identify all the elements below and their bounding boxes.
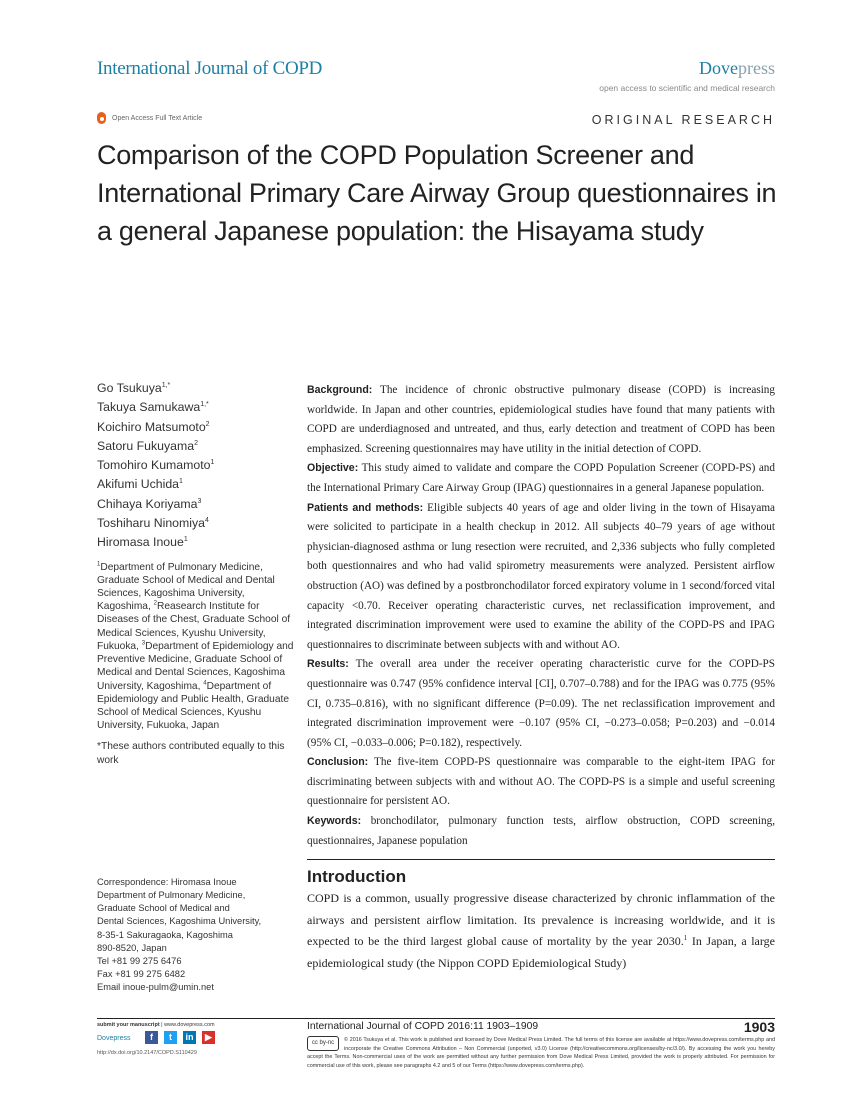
left-column: [97, 379, 297, 994]
publisher-tagline: open access to scientific and medical research: [599, 83, 775, 93]
author: [97, 437, 297, 456]
author-name: Tomohiro Kumamoto: [97, 458, 211, 473]
author-affiliation-mark: 3: [197, 497, 202, 505]
abstract-section: [307, 753, 775, 812]
footer-citation: International Journal of COPD 2016:11 1903–1909: [307, 1021, 539, 1032]
publisher-logo: [699, 58, 775, 79]
footer-divider: [97, 1018, 775, 1019]
abstract-section: [307, 812, 775, 851]
correspondence-line: 890-8520, Japan: [97, 942, 167, 953]
linkedin-icon[interactable]: in: [183, 1031, 196, 1044]
publisher-logo-press: press: [738, 58, 775, 78]
right-column: [307, 381, 775, 975]
license-block: [307, 1036, 775, 1070]
equal-contribution-note: *These authors contributed equally to this work: [97, 741, 285, 766]
correspondence-line: Department of Pulmonary Medicine,: [97, 890, 246, 901]
author-affiliation-mark: 1: [179, 478, 183, 486]
author: [97, 456, 297, 475]
abstract-text: The incidence of chronic obstructive pulmonary disease (COPD) is increasing worldwide. In Japan and other countries, epidemiological studies have found that many patients with COPD are underdiagnosed and untreated, and thus, early detection and treatment of COPD has been emphasized. Screening questionnaires may have utility in the initial detection of COPD.: [307, 384, 775, 455]
author-name: Koichiro Matsumoto: [97, 419, 206, 434]
open-access-label: Open Access Full Text Article: [112, 114, 203, 122]
affiliation-mark: 3: [141, 640, 146, 647]
open-access-badge: [97, 112, 202, 124]
author: [97, 514, 297, 533]
author-affiliation-mark: 1: [183, 536, 188, 544]
intro-paragraph: COPD is a common, usually progressive disease characterized by chronic inflammation of the airways and persistent airflow limitation. Its prevalence is increasing worldwide, and it is expected to be the third largest global cause of mortality by the year 2030.: [307, 891, 775, 949]
correspondence-line: Dental Sciences, Kagoshima University,: [97, 916, 262, 927]
affiliation-mark: 4: [203, 680, 207, 687]
author-name: Toshiharu Ninomiya: [97, 516, 205, 531]
author-name: Chihaya Koriyama: [97, 496, 198, 511]
affiliation-mark: 1: [97, 561, 101, 568]
abstract-label: Patients and methods:: [307, 501, 424, 514]
author-name: Hiromasa Inoue: [97, 535, 184, 550]
abstract: [307, 381, 775, 851]
reference-1[interactable]: 1: [683, 934, 688, 943]
affiliation-text: Department of Pulmonary Medicine, Graduate School of Medical and Dental Sciences, Kagoshima University, Kagoshima,: [97, 561, 275, 613]
abstract-label: Objective:: [307, 462, 359, 475]
correspondence-line: Email inoue-pulm@umin.net: [97, 981, 214, 992]
abstract-text: Eligible subjects 40 years of age and older living in the town of Hisayama were solicited to participate in a health checkup in 2012. All subjects 40–79 years of age without physician-diagnosed asthma or lung resection were recruited, and 2,336 subjects who fully completed both questionnaires and who had valid spirometry measurements were analyzed. Persistent airflow obstruction (AO) was defined by a postbronchodilator forced expiratory volume in 1 second/forced vital capacity <0.70. Receiver operating characteristic curves, net reclassification improvement, and integrated discrimination improvement were used to examine the ability of the COPD-PS and IPAG questionnaires to discriminate between subjects with and without AO.: [307, 501, 775, 651]
abstract-section: [307, 655, 775, 753]
author-list: [97, 379, 297, 553]
facebook-icon[interactable]: f: [145, 1031, 158, 1044]
affiliation-text: Department of Epidemiology and Preventive Medicine, Graduate School of Medical and Dental Sciences, Kagoshima University, Kagoshima,: [97, 640, 294, 692]
abstract-text: The overall area under the receiver operating characteristic curve for the COPD-PS questionnaire was 0.747 (95% confidence interval [CI], 0.707–0.788) and for the IPAG was 0.775 (95% CI, 0.735–0.816), with no significant difference (P=0.09). The net reclassification improvement and integrated discrimination improvement were −0.107 (95% CI, −0.273–0.058; P=0.203) and −0.014 (95% CI, −0.033–0.006; P=0.182), respectively.: [307, 658, 775, 749]
abstract-section: [307, 499, 775, 656]
intro-paragraph-cont: In Japan, a large epidemiological study (the Nippon COPD Epidemiological Study): [307, 934, 775, 971]
doi-link[interactable]: http://dx.doi.org/10.2147/COPD.S110429: [97, 1050, 197, 1056]
license-text: © 2016 Tsukuya et al. This work is published and licensed by Dove Medical Press Limited. The full terms of this license are available at https://www.dovepress.com/terms.php and incorporate the Creative Commons Attribution – Non Commercial (unported, v3.0) License (http://creativecommons.org/licenses/by-nc/3.0/). By accessing the work you hereby accept the Terms. Non-commercial uses of the work are permitted without any further permission from Dove Medical Press Limited, provided the work is properly attributed. For permission for commercial use of this work, please see paragraphs 4.2 and 5 of our Terms (https://www.dovepress.com/terms.php).: [307, 1037, 775, 1069]
footer-dovepress: Dovepress: [97, 1035, 131, 1042]
affiliations: [97, 561, 297, 733]
author-affiliation-mark: 4: [205, 516, 209, 524]
social-icons: [145, 1031, 215, 1044]
abstract-text: This study aimed to validate and compare the COPD Population Screener (COPD-PS) and the International Primary Care Airway Group (IPAG) questionnaires in a general Japanese population.: [307, 462, 775, 494]
abstract-label: Background:: [307, 384, 373, 396]
author-name: Satoru Fukuyama: [97, 438, 195, 453]
site-link[interactable]: www.dovepress.com: [164, 1022, 215, 1028]
author: [97, 495, 297, 514]
cc-license-icon[interactable]: cc by-nc: [307, 1036, 339, 1051]
introduction-heading: Introduction: [307, 867, 407, 887]
abstract-text: The five-item COPD-PS questionnaire was comparable to the eight-item IPAG for discriminating between subjects with and without AO. The COPD-PS is a simple and useful screening questionnaire for persistent AO.: [307, 756, 775, 808]
submit-link[interactable]: submit your manuscript: [97, 1022, 160, 1028]
page-number: 1903: [743, 1019, 775, 1035]
abstract-label: Keywords:: [307, 815, 362, 828]
introduction-text: [307, 888, 775, 974]
youtube-icon[interactable]: ▶: [202, 1031, 215, 1044]
affiliation-mark: 2: [153, 600, 157, 607]
affiliation-text: Department of Epidemiology and Public Health, Graduate School of Medical Sciences, Kyushu University, Fukuoka, Japan: [97, 680, 289, 732]
author-affiliation-mark: 1,*: [161, 381, 171, 389]
journal-name: International Journal of COPD: [97, 58, 323, 79]
correspondence-line: 8-35-1 Sakuragaoka, Kagoshima: [97, 929, 233, 940]
author: [97, 475, 297, 494]
affiliation-text: Reasearch Institute for Diseases of the Chest, Graduate School of Medical Sciences, Kyushu University, Fukuoka,: [97, 601, 291, 652]
correspondence-line: Tel +81 99 275 6476: [97, 955, 182, 966]
open-lock-icon: [97, 112, 106, 124]
author-affiliation-mark: 1: [210, 459, 215, 467]
correspondence: [97, 866, 297, 994]
correspondence-line: Fax +81 99 275 6482: [97, 968, 186, 979]
submit-manuscript: submit your manuscript | www.dovepress.com: [97, 1022, 215, 1028]
author-name: Go Tsukuya: [97, 381, 162, 395]
author-name: Akifumi Uchida: [97, 477, 180, 492]
correspondence-line: Correspondence: Hiromasa Inoue: [97, 877, 237, 888]
twitter-icon[interactable]: t: [164, 1031, 177, 1044]
author-affiliation-mark: 2: [205, 420, 210, 428]
abstract-label: Results:: [307, 658, 349, 671]
abstract-text: bronchodilator, pulmonary function tests, airflow obstruction, COPD screening, questionnaires, Japanese population: [307, 815, 775, 847]
section-divider: [307, 859, 775, 860]
article-title: Comparison of the COPD Population Screener and International Primary Care Airway Group questionnaires in a general Japanese population: the Hisayama study: [97, 140, 777, 246]
abstract-section: [307, 459, 775, 498]
abstract-label: Conclusion:: [307, 756, 369, 769]
correspondence-line: Graduate School of Medical and: [97, 903, 230, 914]
author: [97, 379, 297, 398]
author-affiliation-mark: 1,*: [200, 401, 209, 409]
article-type: ORIGINAL RESEARCH: [591, 113, 775, 127]
author: [97, 398, 297, 417]
author: [97, 533, 297, 552]
author-name: Takuya Samukawa: [97, 400, 201, 415]
author-affiliation-mark: 2: [194, 439, 198, 447]
publisher-logo-dove: Dove: [699, 58, 738, 78]
author: [97, 418, 297, 437]
abstract-section: [307, 381, 775, 459]
